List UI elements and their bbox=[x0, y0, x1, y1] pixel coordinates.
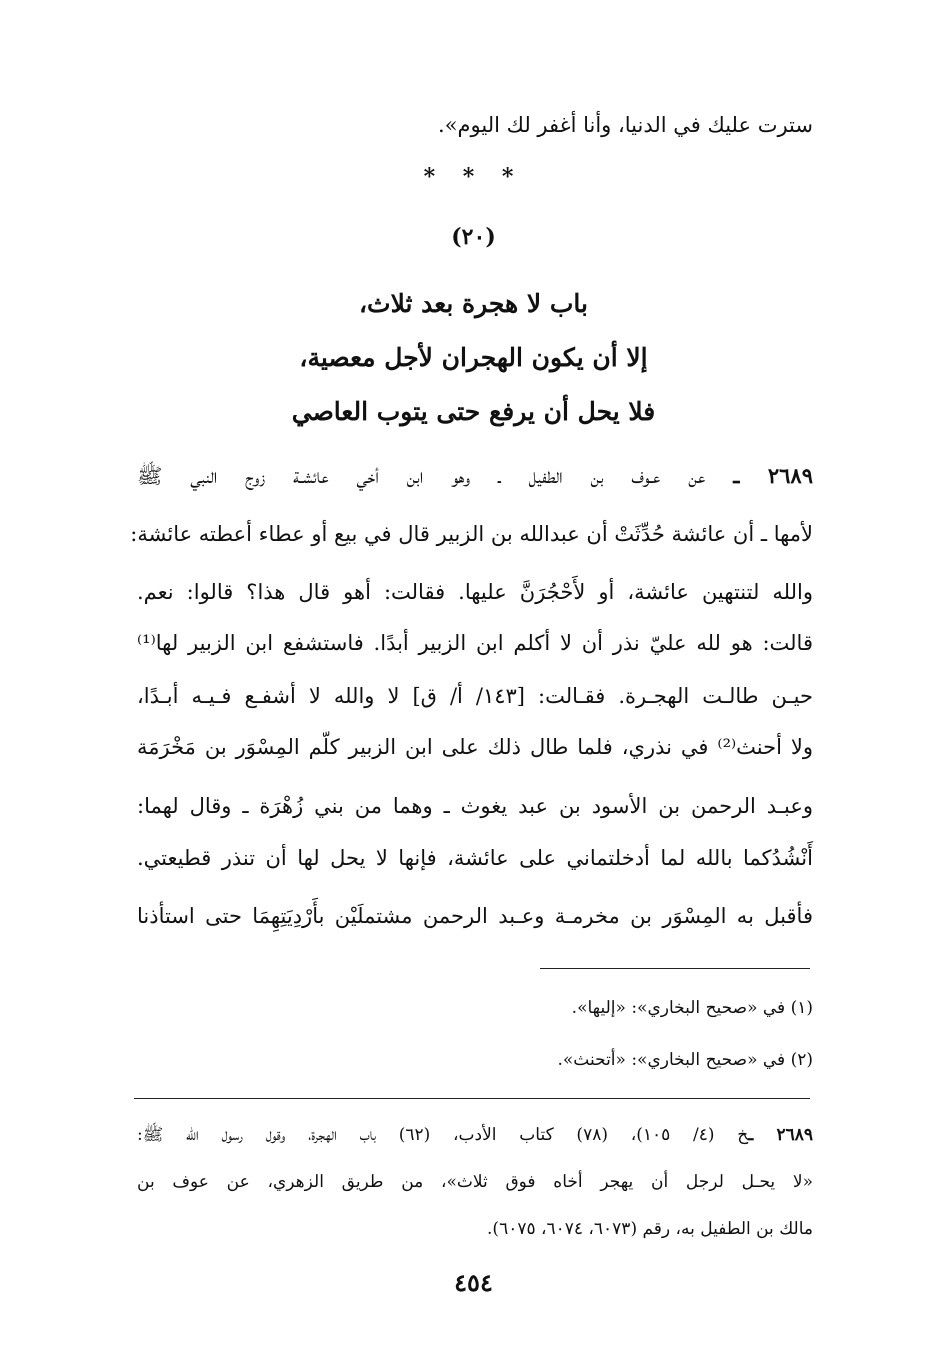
hadith-line-3: والله لتنتهين عائشة، أو لأَحْجُرَنَّ عليها. فقالت: أهو قال هذا؟ قالوا: نعم. bbox=[137, 580, 813, 604]
footnote-rule bbox=[540, 968, 810, 969]
page-number: ٤٥٤ bbox=[454, 1268, 493, 1297]
source-line-1 bbox=[137, 1120, 813, 1150]
chapter-number: (٢٠) bbox=[451, 224, 496, 250]
section-separator: * * * bbox=[423, 164, 524, 190]
source-line-3: مالك بن الطفيل به، رقم (٦٠٧٣، ٦٠٧٤، ٦٠٧٥). bbox=[487, 1219, 813, 1239]
hadith-line-5: حيـن طالـت الهجـرة. فقـالت: [١٤٣/ أ/ ق] لا والله لا أشفـع فـيـه أبـدًا، bbox=[137, 684, 813, 708]
source-number: ٢٦٨٩ ـ bbox=[748, 1125, 813, 1145]
hadith-line-8: أَنْشُدُكما بالله لما أدخلتماني على عائشة، فإنها لا يحل لها أن تنذر قطيعتي. bbox=[137, 846, 813, 870]
hadith-line-9: فأقبل به المِسْوَر بن مخرمـة وعـبد الرحمن مشتملَيْن بأَرْدِيَتِهِمَا حتى استأذنا bbox=[137, 904, 813, 928]
footnote-1: (١) في «صحيح البخاري»: «إليها». bbox=[571, 998, 813, 1018]
hadith-line-6: ولا أحنث⁽²⁾ في نذري، فلما طال ذلك على ابن الزبير كلّم المِسْوَر بن مَخْرَمَة bbox=[137, 735, 813, 759]
source-rule bbox=[134, 1098, 810, 1099]
chapter-heading-line-2: إلا أن يكون الهجران لأجل معصية، bbox=[299, 343, 648, 372]
chapter-heading-line-3: فلا يحل أن يرفع حتى يتوب العاصي bbox=[291, 397, 656, 426]
hadith-number: ٢٦٨٩ ـ bbox=[733, 463, 813, 488]
source-line-1-text: خ (٤/ ١٠٥)، (٧٨) كتاب الأدب، (٦٢) باب الهجرة، وقول رسول الله ﷺ: bbox=[137, 1125, 749, 1145]
continuation-line: سترت عليك في الدنيا، وأنا أغفر لك اليوم». bbox=[438, 113, 813, 137]
hadith-line-7: وعبـد الرحمن بن الأسود بن عبد يغوث ـ وهما من بني زُهْرَة ـ وقال لهما: bbox=[137, 794, 813, 818]
hadith-line-2: لأمها ـ أن عائشة حُدِّثَتْ أن عبدالله بن الزبير قال في بيع أو عطاء أعطته عائشة: bbox=[130, 522, 813, 546]
footnote-2: (٢) في «صحيح البخاري»: «أتحنث». bbox=[557, 1050, 813, 1070]
source-line-2: «لا يحـل لرجل أن يهجر أخاه فوق ثلاث»، من طريق الزهري، عن عوف بن bbox=[137, 1172, 813, 1192]
hadith-line-1-text: عن عـوف بن الطفيل ـ وهو ابن أخي عائشـة زوج النبي ﷺ bbox=[137, 464, 706, 488]
hadith-line-1 bbox=[137, 458, 813, 494]
chapter-heading-line-1: باب لا هجرة بعد ثلاث، bbox=[358, 289, 589, 318]
hadith-line-4: قالت: هو لله عليّ نذر أن لا أكلم ابن الزبير أبدًا. فاستشفع ابن الزبير لها⁽¹⁾ bbox=[137, 631, 813, 655]
